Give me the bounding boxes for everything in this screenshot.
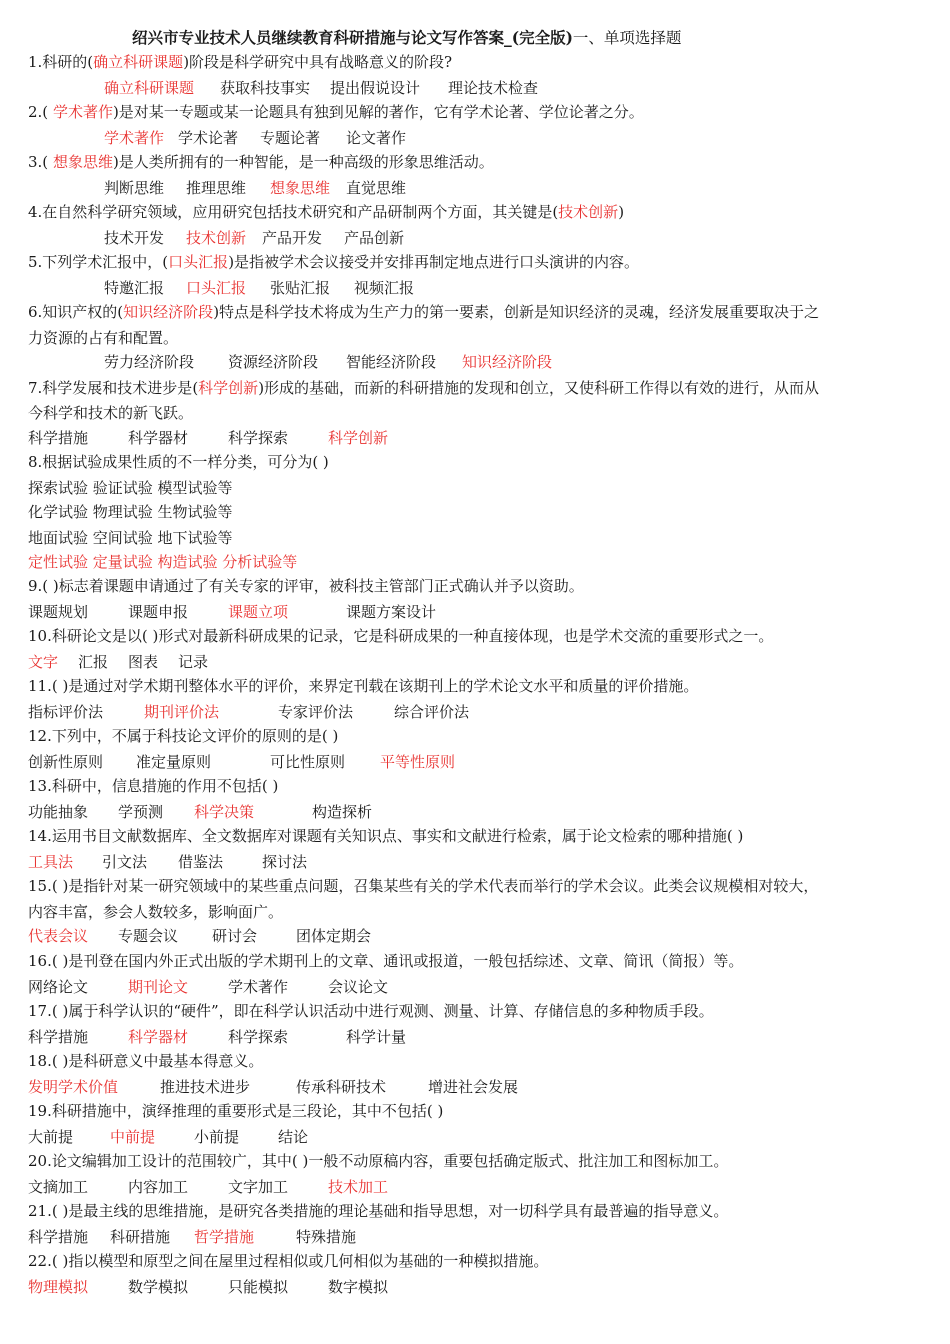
question-stem: [28, 1251, 548, 1271]
document-title: 绍兴市专业技术人员继续教育科研措施与论文写作答案_(完全版): [132, 28, 573, 47]
inline-answer: 确立科研课题: [93, 53, 184, 71]
option: 劳力经济阶段: [104, 353, 195, 371]
option-correct: 哲学措施: [194, 1228, 255, 1246]
option: 产品创新: [344, 229, 405, 247]
option: 智能经济阶段: [346, 353, 437, 371]
option-correct: 想象思维: [270, 179, 331, 197]
option: 科学探索: [228, 1028, 289, 1046]
option: 小前提: [194, 1128, 240, 1146]
option: 内容加工: [128, 1178, 189, 1196]
question-continuation: 力资源的占有和配置。: [28, 329, 179, 347]
section-heading: 一、单项选择题: [572, 29, 682, 47]
option: 汇报: [78, 653, 109, 671]
option: 大前提: [28, 1128, 74, 1146]
option: 文摘加工: [28, 1178, 89, 1196]
question-stem: [28, 951, 743, 971]
question-text: 15.( )是指针对某一研究领域中的某些重点问题，召集某些有关的学术代表而举行的学术会议。此类会议规模相对较大，: [28, 877, 819, 895]
option: 科研措施: [110, 1228, 171, 1246]
inline-answer: 口头汇报: [168, 253, 229, 271]
option: 课题方案设计: [346, 603, 437, 621]
question-stem: [28, 152, 494, 172]
option: 探索试验 验证试验 模型试验等: [28, 479, 233, 497]
question-stem: [28, 576, 584, 596]
question-text: 11.( )是通过对学术期刊整体水平的评价，来界定刊载在该期刊上的学术论文水平和质量的评价措施。: [28, 677, 699, 695]
option: 产品开发: [262, 229, 323, 247]
question-stem: [28, 676, 698, 696]
option: 专家评价法: [278, 703, 354, 721]
option-correct: 科学创新: [328, 429, 389, 447]
option: 论文著作: [346, 129, 407, 147]
inline-answer: 学术著作: [52, 103, 113, 121]
option: 课题申报: [128, 603, 189, 621]
option: 学术论著: [178, 129, 239, 147]
option-correct: 口头汇报: [186, 279, 247, 297]
question-text: )特点是科学技术将成为生产力的第一要素，创新是知识经济的灵魂，经济发展重要取决于之: [213, 303, 820, 321]
option-correct: 学术著作: [104, 129, 165, 147]
option: 准定量原则: [136, 753, 212, 771]
option: 团体定期会: [296, 927, 372, 945]
option: 图表: [128, 653, 159, 671]
option: 张贴汇报: [270, 279, 331, 297]
option: 专题论著: [260, 129, 321, 147]
option: 科学措施: [28, 1028, 89, 1046]
question-text: 12.下列中，不属于科技论文评价的原则的是( ): [28, 727, 339, 745]
option-correct: 期刊论文: [128, 978, 189, 996]
question-text: 19.科研措施中，演绎推理的重要形式是三段论，其中不包括( ): [28, 1102, 444, 1120]
question-text: 6.知识产权的(: [28, 303, 124, 321]
option-correct: 技术创新: [186, 229, 247, 247]
option-correct: 发明学术价值: [28, 1078, 119, 1096]
option: 数字模拟: [328, 1278, 389, 1296]
option-correct: 文字: [28, 653, 59, 671]
option: 引文法: [102, 853, 148, 871]
option: 学预测: [118, 803, 164, 821]
question-stem: [28, 1001, 714, 1021]
option: 借鉴法: [178, 853, 224, 871]
question-text: 4.在自然科学研究领域，应用研究包括技术研究和产品研制两个方面，其关键是(: [28, 203, 559, 221]
option: 获取科技事实: [220, 79, 311, 97]
question-text: )是人类所拥有的一种智能，是一种高级的形象思维活动。: [112, 153, 494, 171]
question-text: 18.( )是科研意义中最基本得意义。: [28, 1052, 264, 1070]
option: 视频汇报: [354, 279, 415, 297]
option: 指标评价法: [28, 703, 104, 721]
question-text: )形成的基础，而新的科研措施的发现和创立，又使科研工作得以有效的进行，从而从: [258, 379, 820, 397]
option: 科学计量: [346, 1028, 407, 1046]
option-correct: 确立科研课题: [104, 79, 195, 97]
option-correct: 课题立项: [228, 603, 289, 621]
option: 数学模拟: [128, 1278, 189, 1296]
option: 科学措施: [28, 429, 89, 447]
question-stem: [28, 826, 743, 846]
option: 理论技术检查: [448, 79, 539, 97]
question-text: 2.(: [28, 103, 53, 121]
question-text: 21.( )是最主线的思维措施，是研究各类措施的理论基础和指导思想，对一切科学具有最普遍的指导意义。: [28, 1202, 729, 1220]
option: 学术著作: [228, 978, 289, 996]
option: 推进技术进步: [160, 1078, 251, 1096]
question-stem: [28, 876, 818, 896]
question-stem: [28, 378, 819, 398]
option: 只能模拟: [228, 1278, 289, 1296]
option: 特殊措施: [296, 1228, 357, 1246]
option: 功能抽象: [28, 803, 89, 821]
option: 地面试验 空间试验 地下试验等: [28, 529, 233, 547]
option: 科学措施: [28, 1228, 89, 1246]
question-stem: [28, 52, 452, 72]
question-text: 22.( )指以模型和原型之间在屋里过程相似或几何相似为基础的一种模拟措施。: [28, 1252, 549, 1270]
question-stem: [28, 302, 819, 322]
option-correct: 科学器材: [128, 1028, 189, 1046]
question-stem: [28, 726, 338, 746]
option: 判断思维: [104, 179, 165, 197]
option: 文字加工: [228, 1178, 289, 1196]
option: 创新性原则: [28, 753, 104, 771]
question-stem: [28, 776, 278, 796]
inline-answer: 知识经济阶段: [123, 303, 214, 321]
question-text: ): [618, 203, 625, 221]
option-correct: 代表会议: [28, 927, 89, 945]
option: 研讨会: [212, 927, 258, 945]
question-text: 7.科学发展和技术进步是(: [28, 379, 199, 397]
document-title-line: [132, 26, 681, 48]
option-correct: 平等性原则: [380, 753, 456, 771]
question-continuation: 内容丰富，参会人数较多，影响面广。: [28, 903, 284, 921]
option: 直觉思维: [346, 179, 407, 197]
option-correct: 工具法: [28, 853, 74, 871]
option: 科学探索: [228, 429, 289, 447]
question-stem: [28, 1051, 263, 1071]
option: 化学试验 物理试验 生物试验等: [28, 503, 233, 521]
question-text: 9.( )标志着课题申请通过了有关专家的评审，被科技主管部门正式确认并予以资助。: [28, 577, 584, 595]
question-text: 17.( )属于科学认识的“硬件”，即在科学认识活动中进行观测、测量、计算、存储信息的多种物质手段。: [28, 1002, 714, 1020]
question-stem: [28, 1151, 728, 1171]
option: 特邀汇报: [104, 279, 165, 297]
option: 综合评价法: [394, 703, 470, 721]
option: 资源经济阶段: [228, 353, 319, 371]
option: 结论: [278, 1128, 309, 1146]
option: 提出假说设计: [330, 79, 421, 97]
question-continuation: 今科学和技术的新飞跃。: [28, 404, 194, 422]
inline-answer: 技术创新: [558, 203, 619, 221]
option-correct: 技术加工: [328, 1178, 389, 1196]
option: 会议论文: [328, 978, 389, 996]
option-correct: 中前提: [110, 1128, 156, 1146]
question-stem: [28, 202, 624, 222]
question-text: )是指被学术会议接受并安排再制定地点进行口头演讲的内容。: [228, 253, 640, 271]
question-stem: [28, 1201, 728, 1221]
option: 可比性原则: [270, 753, 346, 771]
option-correct: 知识经济阶段: [462, 353, 553, 371]
question-text: 13.科研中，信息措施的作用不包括( ): [28, 777, 279, 795]
option-correct: 科学决策: [194, 803, 255, 821]
option: 传承科研技术: [296, 1078, 387, 1096]
question-text: 5.下列学术汇报中，(: [28, 253, 169, 271]
inline-answer: 想象思维: [52, 153, 113, 171]
option-correct: 期刊评价法: [144, 703, 220, 721]
option: 技术开发: [104, 229, 165, 247]
question-text: 3.(: [28, 153, 53, 171]
option-correct: 定性试验 定量试验 构造试验 分析试验等: [28, 553, 298, 571]
question-text: )阶段是科学研究中具有战略意义的阶段?: [183, 53, 453, 71]
question-stem: [28, 102, 644, 122]
option: 网络论文: [28, 978, 89, 996]
option: 构造探析: [312, 803, 373, 821]
question-text: 20.论文编辑加工设计的范围较广，其中( )一般不动原稿内容，重要包括确定版式、批注加工和图标加工。: [28, 1152, 729, 1170]
question-stem: [28, 626, 773, 646]
question-text: 10.科研论文是以( )形式对最新科研成果的记录，它是科研成果的一种直接体现，也是学术交流的重要形式之一。: [28, 627, 774, 645]
question-text: )是对某一专题或某一论题具有独到见解的著作，它有学术论著、学位论著之分。: [112, 103, 644, 121]
option: 探讨法: [262, 853, 308, 871]
question-text: 1.科研的(: [28, 53, 94, 71]
option: 科学器材: [128, 429, 189, 447]
question-text: 8.根据试验成果性质的不一样分类，可分为( ): [28, 453, 329, 471]
option: 课题规划: [28, 603, 89, 621]
question-stem: [28, 252, 639, 272]
option: 记录: [178, 653, 209, 671]
question-stem: [28, 452, 329, 472]
inline-answer: 科学创新: [198, 379, 259, 397]
option: 增进社会发展: [428, 1078, 519, 1096]
option-correct: 物理模拟: [28, 1278, 89, 1296]
option: 专题会议: [118, 927, 179, 945]
question-text: 16.( )是刊登在国内外正式出版的学术期刊上的文章、通讯或报道，一般包括综述、文章、简讯（简报）等。: [28, 952, 744, 970]
option: 推理思维: [186, 179, 247, 197]
question-stem: [28, 1101, 443, 1121]
question-text: 14.运用书目文献数据库、全文数据库对课题有关知识点、事实和文献进行检索，属于论文检索的哪种措施( ): [28, 827, 744, 845]
